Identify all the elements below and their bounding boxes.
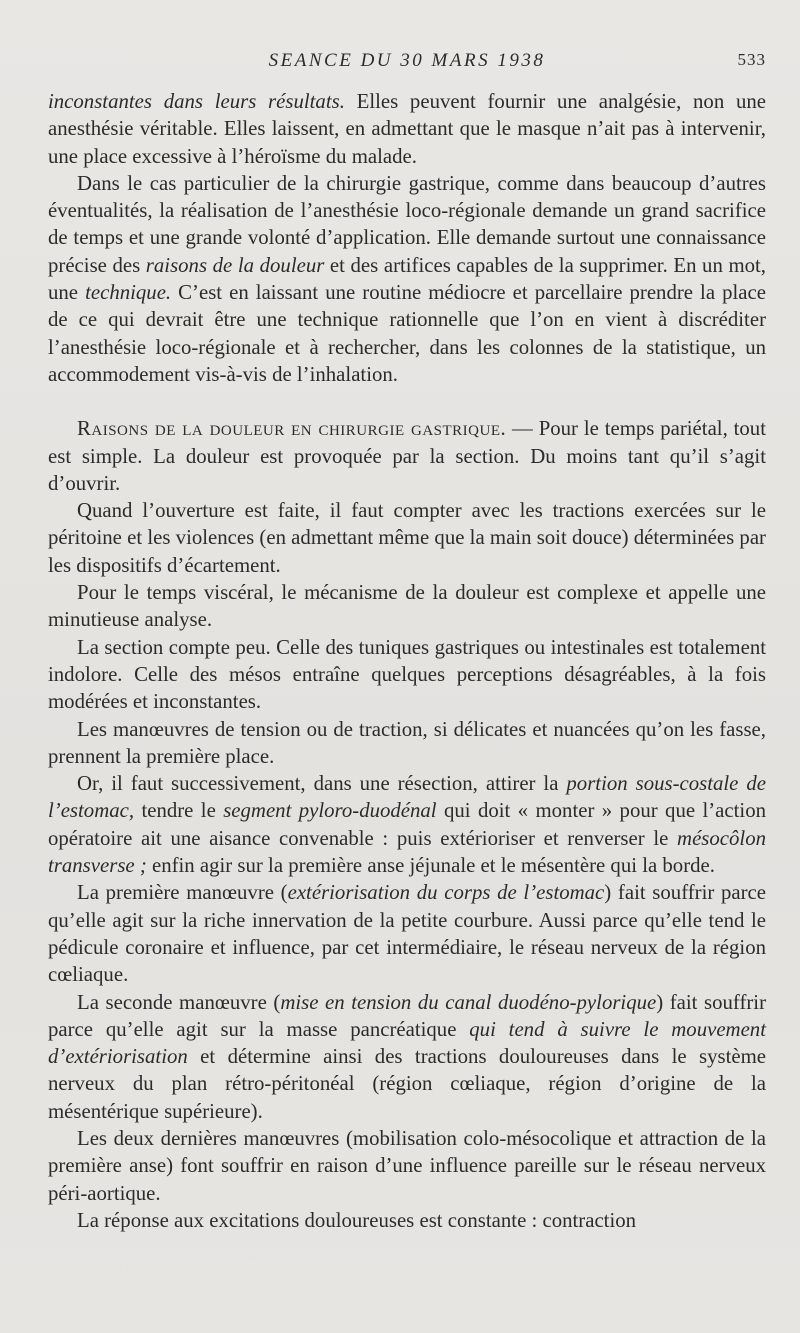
italic-phrase: raisons de la douleur xyxy=(145,253,325,277)
paragraph-8 xyxy=(48,770,766,879)
paragraph-3 xyxy=(48,415,766,497)
text-run: — Pour le temps pariétal, tout est simple. La douleur est provoquée par la section. Du moins tant qu’il s’agit d’ouvrir. xyxy=(48,417,766,495)
paragraph-11: Les deux dernières manœuvres (mobilisation colo-mésocolique et attraction de la première anse) font souffrir en raison d’une influence pareille sur le réseau nerveux péri-aortique. xyxy=(48,1126,766,1205)
page-number: 533 xyxy=(737,50,766,69)
paragraph-2 xyxy=(48,170,766,388)
paragraph-6: La section compte peu. Celle des tuniques gastriques ou intestinales est totalement indolore. Celle des mésos entraîne quelques perceptions désagréables, à la fois modérées et inconstantes. xyxy=(48,635,766,714)
text-run: enfin agir sur la première anse jéjunale et le mésentère qui la borde. xyxy=(146,854,715,878)
running-title: SEANCE DU 30 MARS 1938 xyxy=(268,50,546,71)
paragraph-4: Quand l’ouverture est faite, il faut compter avec les tractions exercées sur le péritoine et les violences (en admettant même que la main soit douce) déterminées par les dispositifs d’écartement. xyxy=(48,499,766,577)
text-run: tendre le xyxy=(134,799,224,823)
text-run: La seconde manœuvre ( xyxy=(77,990,281,1014)
italic-phrase: segment pyloro-duodénal xyxy=(223,799,437,823)
italic-phrase: mésocôlon transverse ; xyxy=(48,826,766,878)
paragraph-5: Pour le temps viscéral, le mécanisme de la douleur est complexe et appelle une minutieuse analyse. xyxy=(48,581,766,632)
italic-phrase: inconstantes dans leurs résultats. xyxy=(48,90,345,113)
paragraph-9 xyxy=(48,879,766,988)
italic-phrase: portion sous-costale de l’estomac, xyxy=(48,772,766,823)
text-run: Dans le cas particulier de la chirurgie gastrique, comme dans beaucoup d’autres éventualités, la réalisation de l’anesthésie loco-régionale demande un grand sacrifice de temps et une grande volonté d’application. Elle demande surtout une connaissance précise des xyxy=(48,171,766,277)
text-run: Or, il faut successivement, dans une résection, attirer la xyxy=(77,772,567,796)
text-run: C’est en laissant une routine médiocre et parcellaire prendre la place de ce qui devrait être une technique rationnelle que l’on en vient à discréditer l’anesthésie loco-régionale et à rechercher, dans les colonnes de la statistique, un accommodement vis-à-vis de l’inhalation. xyxy=(48,281,766,386)
italic-phrase: technique. xyxy=(85,281,172,305)
text-run: qui doit « monter » pour que l’action opératoire ait une aisance convenable : puis extérioriser et renverser le xyxy=(48,799,766,850)
paragraph-1 xyxy=(48,88,766,170)
italic-phrase: mise en tension du canal duodéno-pylorique xyxy=(280,990,657,1014)
text-run: et des artifices capables de la supprimer. En un mot, une xyxy=(48,253,766,305)
text-run: ) fait souffrir parce qu’elle agit sur la riche innervation de la petite courbure. Aussi parce qu’elle tend le pédicule coronaire et influence, par cet intermédiaire, le réseau nerveux de la région cœliaque. xyxy=(48,881,767,987)
section-heading: Raisons de la douleur en chirurgie gastrique. xyxy=(77,417,507,441)
text-run: Elles peuvent fournir une analgésie, non une anesthésie véritable. Elles laissent, en admettant que le masque n’ait pas à intervenir, une place excessive à l’héroïsme du malade. xyxy=(48,90,766,168)
text-run: La première manœuvre ( xyxy=(77,881,288,905)
running-header xyxy=(48,50,766,74)
italic-phrase: extériorisation du corps de l’estomac xyxy=(287,881,605,905)
paragraph-10 xyxy=(48,989,766,1125)
italic-phrase: qui tend à suivre le mouvement d’extériorisation xyxy=(48,1017,766,1069)
text-run: et détermine ainsi des tractions douloureuses dans le système nerveux du plan rétro-péritonéal (région cœliaque, région d’origine de la mésentérique supérieure). xyxy=(48,1045,766,1123)
paragraph-12: La réponse aux excitations douloureuses est constante : contraction xyxy=(77,1208,637,1232)
paragraph-7: Les manœuvres de tension ou de traction, si délicates et nuancées qu’on les fasse, prennent la première place. xyxy=(48,717,766,768)
body-text xyxy=(48,88,766,1234)
text-run: ) fait souffrir parce qu’elle agit sur la masse pancréatique xyxy=(48,990,767,1041)
